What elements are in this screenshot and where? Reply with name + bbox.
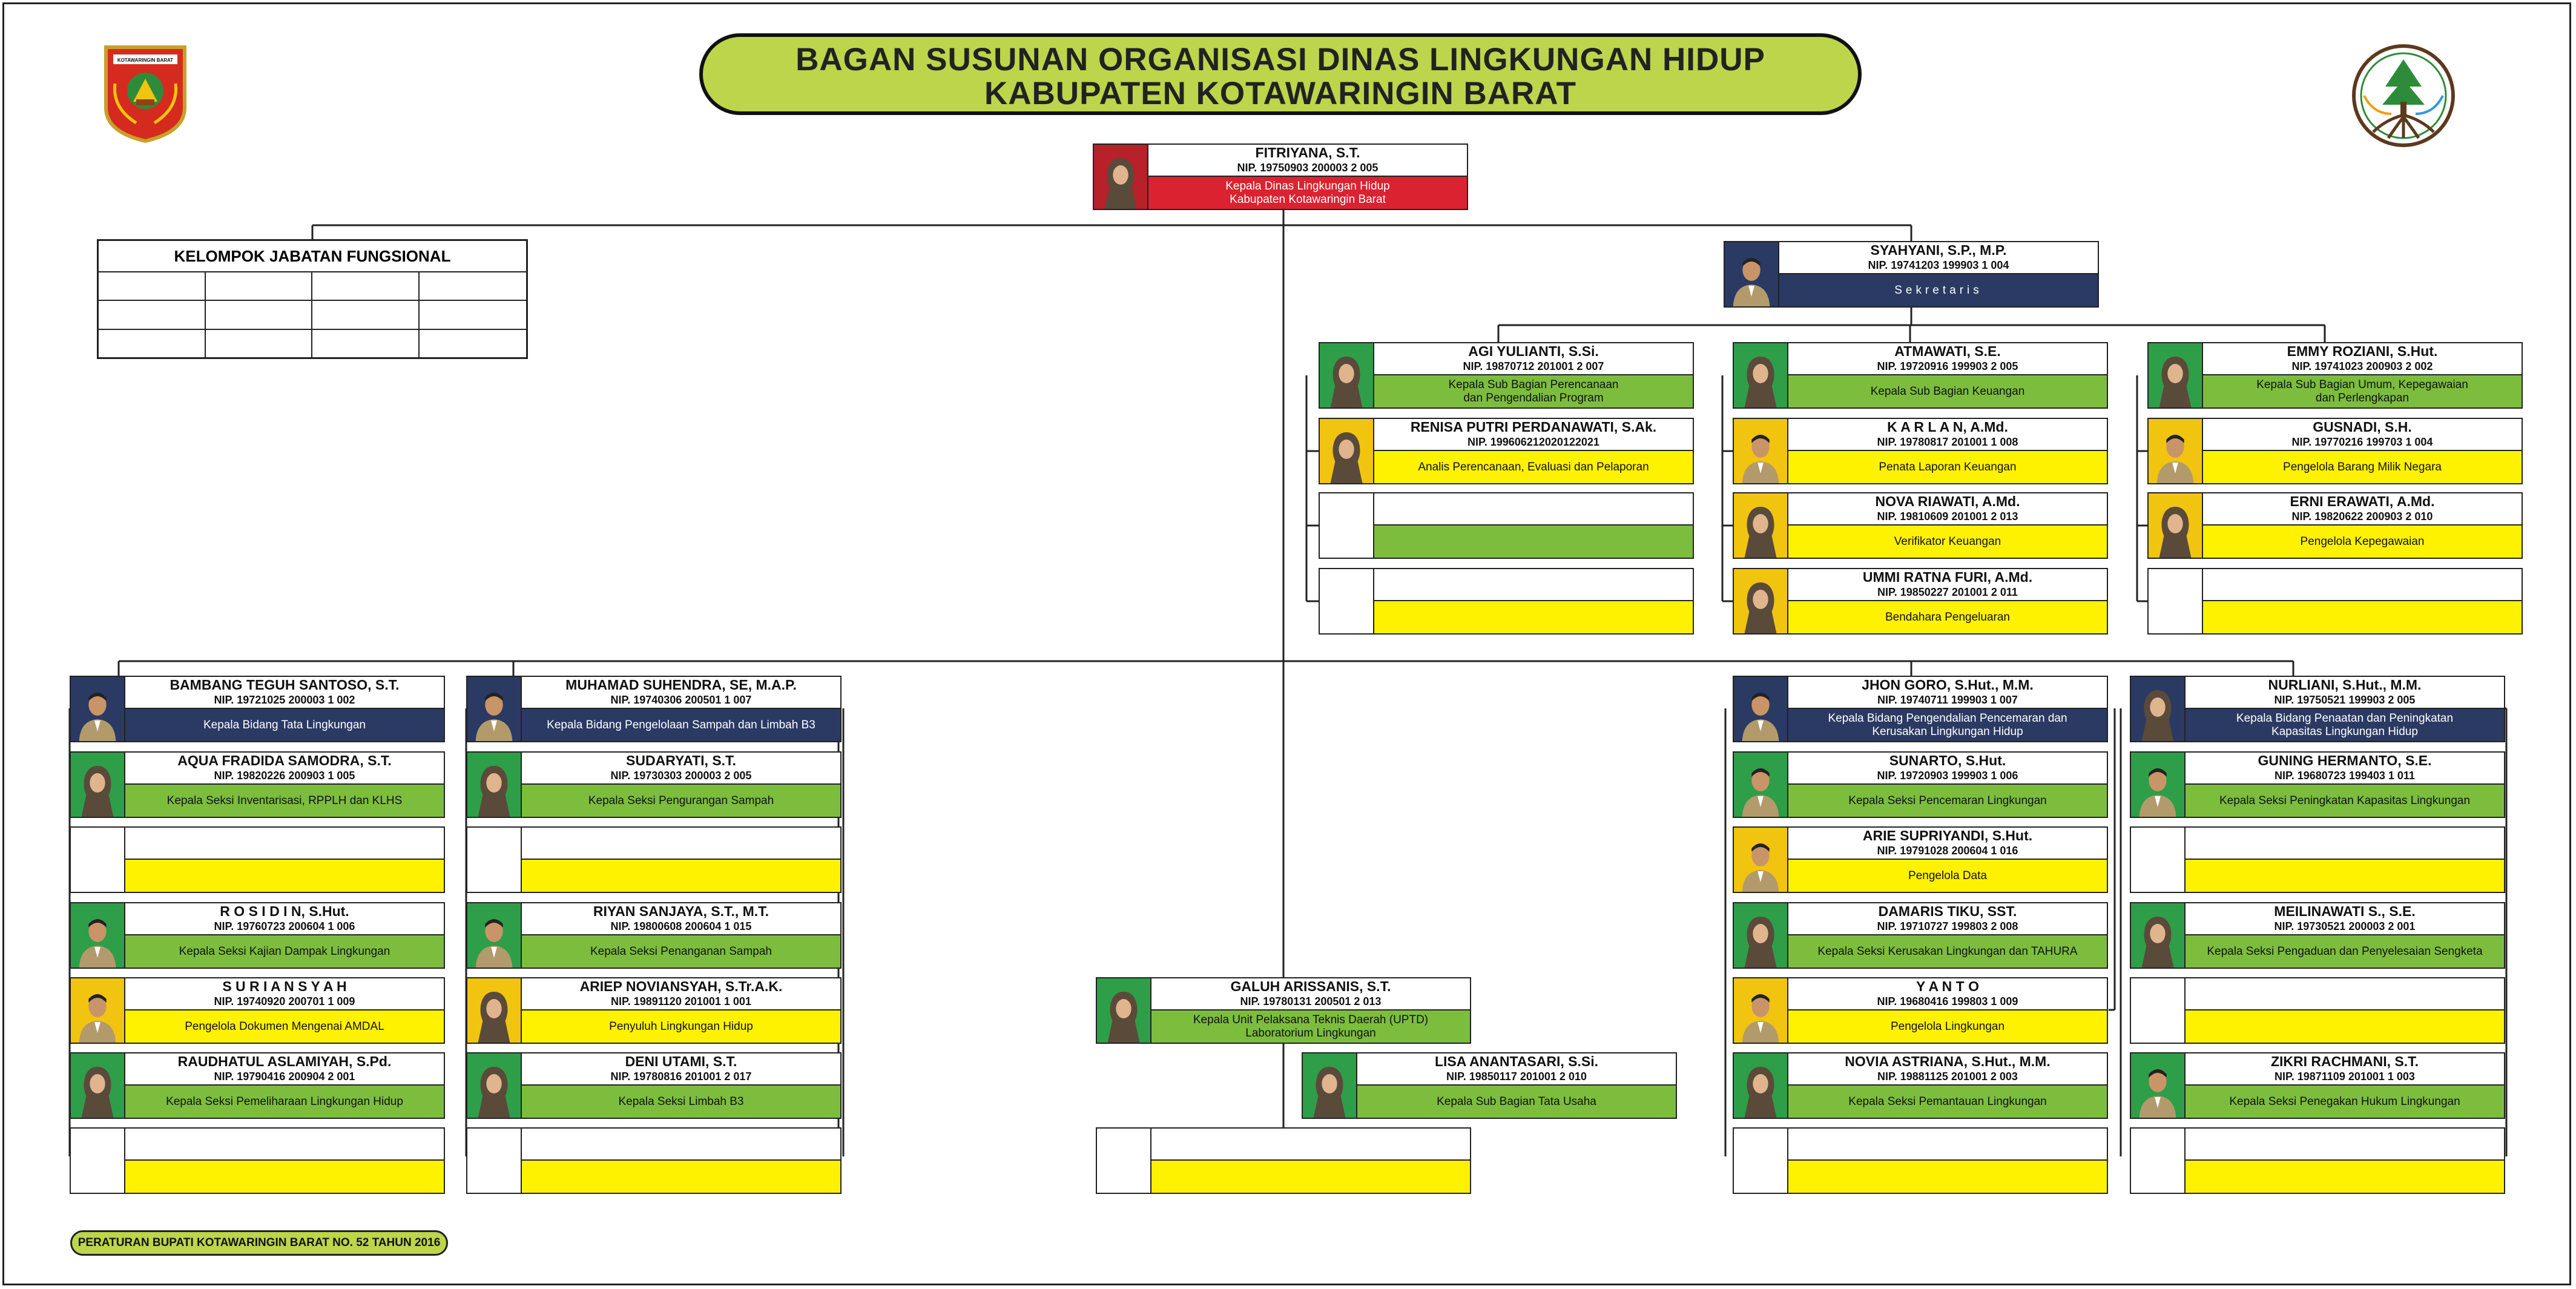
card-info — [125, 828, 444, 892]
position-card — [2130, 1052, 2505, 1119]
person-nip: NIP. 19720916 199903 2 005 — [1877, 360, 2018, 372]
person-photo — [2149, 419, 2203, 483]
person-name — [522, 1129, 840, 1145]
card-info — [125, 903, 444, 968]
person-photo — [2149, 493, 2203, 558]
person-photo — [2131, 903, 2186, 968]
position-title: Kepala Bidang Pengelolaan Sampah dan Limbah B3 — [522, 708, 840, 741]
person-nip: NIP. 19891120 201001 1 001 — [611, 995, 751, 1007]
position-card — [466, 1052, 842, 1119]
card-info — [522, 677, 840, 741]
photo-placeholder — [1320, 569, 1374, 633]
position-card — [1733, 676, 2108, 742]
card-info — [2186, 1129, 2504, 1193]
card-info — [1151, 1129, 1470, 1193]
person-photo — [467, 1053, 522, 1118]
person-name: MEILINAWATI S., S.E. — [2274, 903, 2416, 919]
person-name — [1151, 1129, 1470, 1145]
person-name: SYAHYANI, S.P., M.P. — [1870, 242, 2007, 258]
card-info — [2186, 978, 2504, 1043]
person-name — [125, 1129, 444, 1145]
person-photo — [1734, 1053, 1788, 1118]
card-info — [2203, 419, 2522, 483]
position-title: Kepala Seksi Peningkatan Kapasitas Lingkungan — [2186, 783, 2504, 817]
card-info — [1788, 978, 2107, 1043]
person-name: ZIKRI RACHMANI, S.T. — [2270, 1053, 2419, 1069]
person-name: SUNARTO, S.Hut. — [1889, 753, 2006, 768]
person-name — [1788, 1129, 2107, 1145]
empty-position-card — [2130, 1127, 2505, 1194]
position-card — [1733, 826, 2108, 893]
position-card — [1733, 902, 2108, 969]
card-info — [522, 903, 840, 968]
position-title — [1151, 1159, 1470, 1193]
card-info — [522, 828, 840, 892]
position-title: Pengelola Dokumen Mengenai AMDAL — [125, 1009, 444, 1043]
position-title — [1788, 1159, 2107, 1193]
person-photo — [1734, 903, 1788, 968]
person-photo — [1734, 493, 1788, 558]
person-name — [125, 828, 444, 844]
person-photo — [71, 903, 125, 968]
person-nip: NIP. 19881125 201001 2 003 — [1877, 1070, 2018, 1083]
position-card — [1319, 418, 1694, 484]
position-title: Kepala Seksi Pencemaran Lingkungan — [1788, 783, 2107, 817]
person-nip: NIP. 19741023 200903 2 002 — [2291, 360, 2433, 372]
person-nip — [1151, 1145, 1470, 1158]
fungsional-cell — [312, 301, 420, 329]
card-info — [1788, 753, 2107, 817]
card-info — [1374, 493, 1693, 558]
person-nip: NIP. 19780816 201001 2 017 — [610, 1070, 752, 1083]
card-info — [2186, 828, 2504, 892]
position-title: Analis Perencanaan, Evaluasi dan Pelaporan — [1374, 450, 1693, 483]
card-info — [125, 978, 444, 1043]
photo-placeholder — [1320, 493, 1374, 558]
position-title — [125, 859, 444, 892]
fungsional-cell — [312, 330, 420, 358]
card-info — [125, 1129, 444, 1193]
person-photo — [1734, 419, 1788, 483]
card-info — [125, 677, 444, 741]
position-title: Kepala Seksi Pengurangan Sampah — [522, 783, 840, 817]
card-info — [125, 1053, 444, 1118]
person-photo — [1734, 978, 1788, 1043]
position-title: Kepala Bidang Pengendalian Pencemaran dan Kerusakan Lingkungan Hidup — [1788, 708, 2107, 741]
person-nip: NIP. 19780131 200501 2 013 — [1240, 995, 1382, 1007]
card-info — [1788, 828, 2107, 892]
card-info — [125, 753, 444, 817]
person-nip: NIP. 19740306 200501 1 007 — [610, 694, 752, 706]
position-title: Pengelola Lingkungan — [1788, 1009, 2107, 1043]
position-card — [2147, 492, 2523, 559]
position-title: Kepala Sub Bagian Umum, Kepegawaian dan Perlengkapan — [2203, 374, 2522, 407]
person-photo — [1303, 1053, 1357, 1118]
person-name: DAMARIS TIKU, SST. — [1878, 903, 2017, 919]
person-name: UMMI RATNA FURI, A.Md. — [1862, 569, 2033, 585]
position-title — [522, 859, 840, 892]
person-name: GALUH ARISSANIS, S.T. — [1230, 978, 1391, 994]
person-nip: NIP. 19780817 201001 1 008 — [1877, 436, 2018, 448]
position-title: Kepala Seksi Kajian Dampak Lingkungan — [125, 934, 444, 968]
position-title: Kepala Bidang Penaatan dan Peningkatan Kapasitas Lingkungan Hidup — [2186, 708, 2504, 741]
empty-position-card — [466, 826, 842, 893]
person-nip: NIP. 19721025 200003 1 002 — [214, 694, 355, 706]
person-photo — [2131, 753, 2186, 817]
position-title — [1374, 600, 1693, 633]
person-nip — [2203, 585, 2522, 599]
position-card — [1733, 751, 2108, 818]
position-title: Sekretaris — [1779, 273, 2098, 306]
position-title: Kepala Seksi Pemantauan Lingkungan — [1788, 1084, 2107, 1118]
position-title: Kepala Sub Bagian Keuangan — [1788, 374, 2107, 407]
person-photo — [71, 753, 125, 817]
fungsional-cell — [420, 330, 527, 358]
person-name: GUSNADI, S.H. — [2313, 419, 2412, 435]
person-nip: NIP. 19850117 201001 2 010 — [1446, 1070, 1587, 1083]
card-info — [522, 753, 840, 817]
card-info — [1374, 343, 1693, 407]
position-card — [2130, 676, 2505, 742]
person-photo — [1094, 145, 1148, 209]
position-title: Bendahara Pengeluaran — [1788, 600, 2107, 633]
person-name: K A R L A N, A.Md. — [1887, 419, 2008, 435]
photo-placeholder — [1097, 1129, 1151, 1193]
person-name: R O S I D I N, S.Hut. — [220, 903, 349, 919]
person-nip: NIP. 19800608 200604 1 015 — [610, 920, 752, 932]
person-photo — [1734, 343, 1788, 407]
chart-title-line2: KABUPATEN KOTAWARINGIN BARAT — [984, 76, 1576, 111]
person-name: AGI YULIANTI, S.Si. — [1468, 343, 1599, 359]
position-title: Kepala Seksi Kerusakan Lingkungan dan TAHURA — [1788, 934, 2107, 968]
person-name — [2203, 569, 2522, 585]
person-name: ARIEP NOVIANSYAH, S.Tr.A.K. — [579, 978, 783, 994]
person-name: MUHAMAD SUHENDRA, SE, M.A.P. — [565, 677, 797, 693]
position-card — [1093, 143, 1468, 210]
position-card — [466, 751, 842, 818]
empty-position-card — [1733, 1127, 2108, 1194]
person-photo — [1734, 569, 1788, 633]
person-nip: NIP. 19810609 201001 2 013 — [1877, 510, 2018, 523]
person-nip — [1788, 1145, 2107, 1158]
person-nip — [1374, 585, 1693, 599]
card-info — [1374, 569, 1693, 633]
card-info — [2186, 753, 2504, 817]
person-photo — [1725, 242, 1779, 306]
person-name: EMMY ROZIANI, S.Hut. — [2287, 343, 2438, 359]
position-title: Pengelola Kepegawaian — [2203, 524, 2522, 558]
position-card — [70, 751, 445, 818]
position-title — [125, 1159, 444, 1193]
empty-position-card — [2147, 568, 2523, 635]
photo-placeholder — [2131, 978, 2186, 1043]
regulation-label: PERATURAN BUPATI KOTAWARINGIN BARAT NO. 52 TAHUN 2016 — [70, 1230, 448, 1256]
card-info — [522, 1129, 840, 1193]
position-card — [2147, 418, 2523, 484]
person-name — [1374, 493, 1693, 510]
person-name — [1374, 569, 1693, 585]
chart-title-line1: BAGAN SUSUNAN ORGANISASI DINAS LINGKUNGAN HIDUP — [796, 42, 1765, 77]
person-name: LISA ANANTASARI, S.Si. — [1434, 1053, 1599, 1069]
person-name: SUDARYATI, S.T. — [626, 753, 736, 768]
person-photo — [1320, 343, 1374, 407]
position-card — [466, 902, 842, 969]
person-nip — [1374, 510, 1693, 523]
person-name: ARIE SUPRIYANDI, S.Hut. — [1862, 828, 2033, 843]
person-nip: NIP. 19740920 200701 1 009 — [214, 995, 355, 1007]
empty-position-card — [70, 826, 445, 893]
card-info — [1357, 1053, 1676, 1118]
person-name: JHON GORO, S.Hut., M.M. — [1862, 677, 2034, 693]
card-info — [1374, 419, 1693, 483]
position-title: Kepala Seksi Limbah B3 — [522, 1084, 840, 1118]
person-nip: NIP. 19680416 199803 1 009 — [1877, 995, 2018, 1007]
fungsional-cell — [99, 301, 206, 329]
position-card — [70, 676, 445, 742]
photo-placeholder — [2149, 569, 2203, 633]
card-info — [1788, 343, 2107, 407]
person-nip — [125, 1145, 444, 1158]
person-name: ERNI ERAWATI, A.Md. — [2290, 493, 2435, 509]
fungsional-cell — [99, 330, 206, 358]
position-card — [1733, 342, 2108, 409]
fungsional-cell — [206, 272, 313, 301]
position-title: Verifikator Keuangan — [1788, 524, 2107, 558]
position-title — [2203, 600, 2522, 633]
person-name: AQUA FRADIDA SAMODRA, S.T. — [177, 753, 392, 768]
empty-position-card — [1096, 1127, 1471, 1194]
person-nip: NIP. 19820622 200903 2 010 — [2291, 510, 2433, 523]
person-name: NURLIANI, S.Hut., M.M. — [2268, 677, 2422, 693]
card-info — [2203, 343, 2522, 407]
position-title — [2186, 1159, 2504, 1193]
ministry-emblem-logo — [2349, 41, 2458, 150]
person-name — [522, 828, 840, 844]
position-card — [1319, 342, 1694, 409]
position-card — [1733, 418, 2108, 484]
card-info — [1779, 242, 2098, 306]
card-info — [2186, 903, 2504, 968]
empty-position-card — [2130, 977, 2505, 1044]
svg-text:KOTAWARINGIN BARAT: KOTAWARINGIN BARAT — [117, 58, 174, 63]
empty-position-card — [1319, 492, 1694, 559]
person-photo — [71, 978, 125, 1043]
person-name: GUNING HERMANTO, S.E. — [2258, 753, 2432, 768]
person-name: RIYAN SANJAYA, S.T., M.T. — [593, 903, 769, 919]
card-info — [2186, 1053, 2504, 1118]
position-title: Kepala Seksi Penanganan Sampah — [522, 934, 840, 968]
person-nip — [2186, 995, 2504, 1008]
position-card — [1733, 492, 2108, 559]
card-info — [1788, 419, 2107, 483]
photo-placeholder — [467, 828, 522, 892]
person-photo — [1734, 753, 1788, 817]
position-title — [2186, 1009, 2504, 1043]
person-name: FITRIYANA, S.T. — [1255, 145, 1360, 160]
person-nip: NIP. 19680723 199403 1 011 — [2275, 770, 2415, 782]
person-photo — [467, 753, 522, 817]
person-nip: NIP. 19790416 200904 2 001 — [214, 1070, 355, 1083]
position-title: Penata Laporan Keuangan — [1788, 450, 2107, 483]
person-name: NOVA RIAWATI, A.Md. — [1875, 493, 2020, 509]
position-card — [2130, 751, 2505, 818]
person-nip: NIP. 199606212020122021 — [1468, 436, 1599, 448]
person-nip: NIP. 19741203 199903 1 004 — [1868, 259, 2009, 271]
person-name: S U R I A N S Y A H — [222, 978, 347, 994]
position-title: Pengelola Barang Milik Negara — [2203, 450, 2522, 483]
person-name: DENI UTAMI, S.T. — [625, 1053, 737, 1069]
empty-position-card — [1319, 568, 1694, 635]
person-nip: NIP. 19730521 200003 2 001 — [2274, 920, 2416, 932]
person-nip — [125, 844, 444, 857]
person-photo — [71, 1053, 125, 1118]
position-title: Kepala Dinas Lingkungan Hidup Kabupaten Kotawaringin Barat — [1148, 176, 1467, 209]
position-title: Penyuluh Lingkungan Hidup — [522, 1009, 840, 1043]
position-title — [2186, 859, 2504, 892]
card-info — [2203, 493, 2522, 558]
person-photo — [1097, 978, 1151, 1043]
card-info — [1788, 1129, 2107, 1193]
fungsional-cell — [420, 301, 527, 329]
fungsional-cell — [206, 301, 313, 329]
card-info — [1788, 903, 2107, 968]
position-card — [70, 977, 445, 1044]
person-nip: NIP. 19760723 200604 1 006 — [214, 920, 355, 932]
position-card — [1733, 1052, 2108, 1119]
position-title — [1374, 524, 1693, 558]
fungsional-cell — [420, 272, 527, 301]
person-name — [2186, 828, 2504, 844]
card-info — [1151, 978, 1470, 1043]
person-nip: NIP. 19870712 201001 2 007 — [1463, 360, 1604, 372]
person-name — [2186, 978, 2504, 995]
card-info — [2186, 677, 2504, 741]
position-card — [466, 977, 842, 1044]
person-nip — [522, 1145, 840, 1158]
person-nip — [2186, 844, 2504, 857]
card-info — [1148, 145, 1467, 209]
photo-placeholder — [1734, 1129, 1788, 1193]
person-nip: NIP. 19740711 199903 1 007 — [1877, 694, 2018, 706]
person-name — [2186, 1129, 2504, 1145]
empty-position-card — [70, 1127, 445, 1194]
position-title: Pengelola Data — [1788, 859, 2107, 892]
person-photo — [467, 978, 522, 1043]
card-info — [1788, 677, 2107, 741]
regency-emblem-logo — [100, 41, 191, 144]
person-nip: NIP. 19820226 200903 1 005 — [214, 770, 355, 782]
person-photo — [467, 903, 522, 968]
person-photo — [1734, 677, 1788, 741]
person-photo — [71, 677, 125, 741]
person-name: Y A N T O — [1916, 978, 1979, 994]
position-title: Kepala Seksi Penegakan Hukum Lingkungan — [2186, 1084, 2504, 1118]
position-title: Kepala Sub Bagian Perencanaan dan Pengendalian Program — [1374, 374, 1693, 407]
person-photo — [2149, 343, 2203, 407]
person-photo — [2131, 1053, 2186, 1118]
position-card — [1724, 241, 2099, 308]
position-card — [1302, 1052, 1677, 1119]
fungsional-cell — [312, 272, 420, 301]
fungsional-cell — [206, 330, 313, 358]
position-card — [70, 902, 445, 969]
person-nip: NIP. 19730303 200003 2 005 — [610, 770, 752, 782]
person-nip — [2186, 1145, 2504, 1158]
position-card — [2147, 342, 2523, 409]
person-name: RAUDHATUL ASLAMIYAH, S.Pd. — [177, 1053, 392, 1069]
position-title: Kepala Seksi Inventarisasi, RPPLH dan KLHS — [125, 783, 444, 817]
position-card — [1733, 977, 2108, 1044]
position-title: Kepala Bidang Tata Lingkungan — [125, 708, 444, 741]
photo-placeholder — [71, 828, 125, 892]
person-nip — [522, 844, 840, 857]
person-nip: NIP. 19770216 199703 1 004 — [2291, 436, 2433, 448]
empty-position-card — [2130, 826, 2505, 893]
person-nip: NIP. 19750521 199903 2 005 — [2274, 694, 2416, 706]
card-info — [2203, 569, 2522, 633]
card-info — [1788, 493, 2107, 558]
person-photo — [1320, 419, 1374, 483]
person-nip: NIP. 19720903 199903 1 006 — [1877, 770, 2018, 782]
position-title: Kepala Seksi Pengaduan dan Penyelesaian Sengketa — [2186, 934, 2504, 968]
person-nip: NIP. 19850227 201001 2 011 — [1877, 586, 2018, 598]
photo-placeholder — [467, 1129, 522, 1193]
person-nip: NIP. 19791028 200604 1 016 — [1877, 845, 2018, 857]
position-title — [522, 1159, 840, 1193]
person-photo — [2131, 677, 2186, 741]
person-name: ATMAWATI, S.E. — [1894, 343, 2001, 359]
position-card — [2130, 902, 2505, 969]
fungsional-group-table — [97, 239, 528, 359]
person-name: RENISA PUTRI PERDANAWATI, S.Ak. — [1410, 419, 1657, 435]
person-name: BAMBANG TEGUH SANTOSO, S.T. — [170, 677, 400, 693]
photo-placeholder — [2131, 1129, 2186, 1193]
position-card — [466, 676, 842, 742]
person-photo — [1734, 828, 1788, 892]
person-nip: NIP. 19750903 200003 2 005 — [1237, 162, 1379, 174]
person-nip: NIP. 19871109 201001 1 003 — [2275, 1070, 2415, 1083]
photo-placeholder — [2131, 828, 2186, 892]
fungsional-grid — [99, 272, 526, 358]
photo-placeholder — [71, 1129, 125, 1193]
position-card — [1096, 977, 1471, 1044]
position-title: Kepala Sub Bagian Tata Usaha — [1357, 1084, 1676, 1118]
card-info — [1788, 1053, 2107, 1118]
card-info — [1788, 569, 2107, 633]
card-info — [522, 978, 840, 1043]
position-card — [70, 1052, 445, 1119]
fungsional-cell — [99, 272, 206, 301]
person-name: NOVIA ASTRIANA, S.Hut., M.M. — [1845, 1053, 2051, 1069]
fungsional-title: KELOMPOK JABATAN FUNGSIONAL — [99, 241, 526, 272]
empty-position-card — [466, 1127, 842, 1194]
position-card — [1733, 568, 2108, 635]
person-photo — [467, 677, 522, 741]
position-title: Kepala Seksi Pemeliharaan Lingkungan Hidup — [125, 1084, 444, 1118]
card-info — [522, 1053, 840, 1118]
chart-title — [699, 33, 1862, 115]
position-title: Kepala Unit Pelaksana Teknis Daerah (UPTD) Laboratorium Lingkungan — [1151, 1009, 1470, 1043]
person-nip: NIP. 19710727 199803 2 008 — [1877, 920, 2018, 932]
